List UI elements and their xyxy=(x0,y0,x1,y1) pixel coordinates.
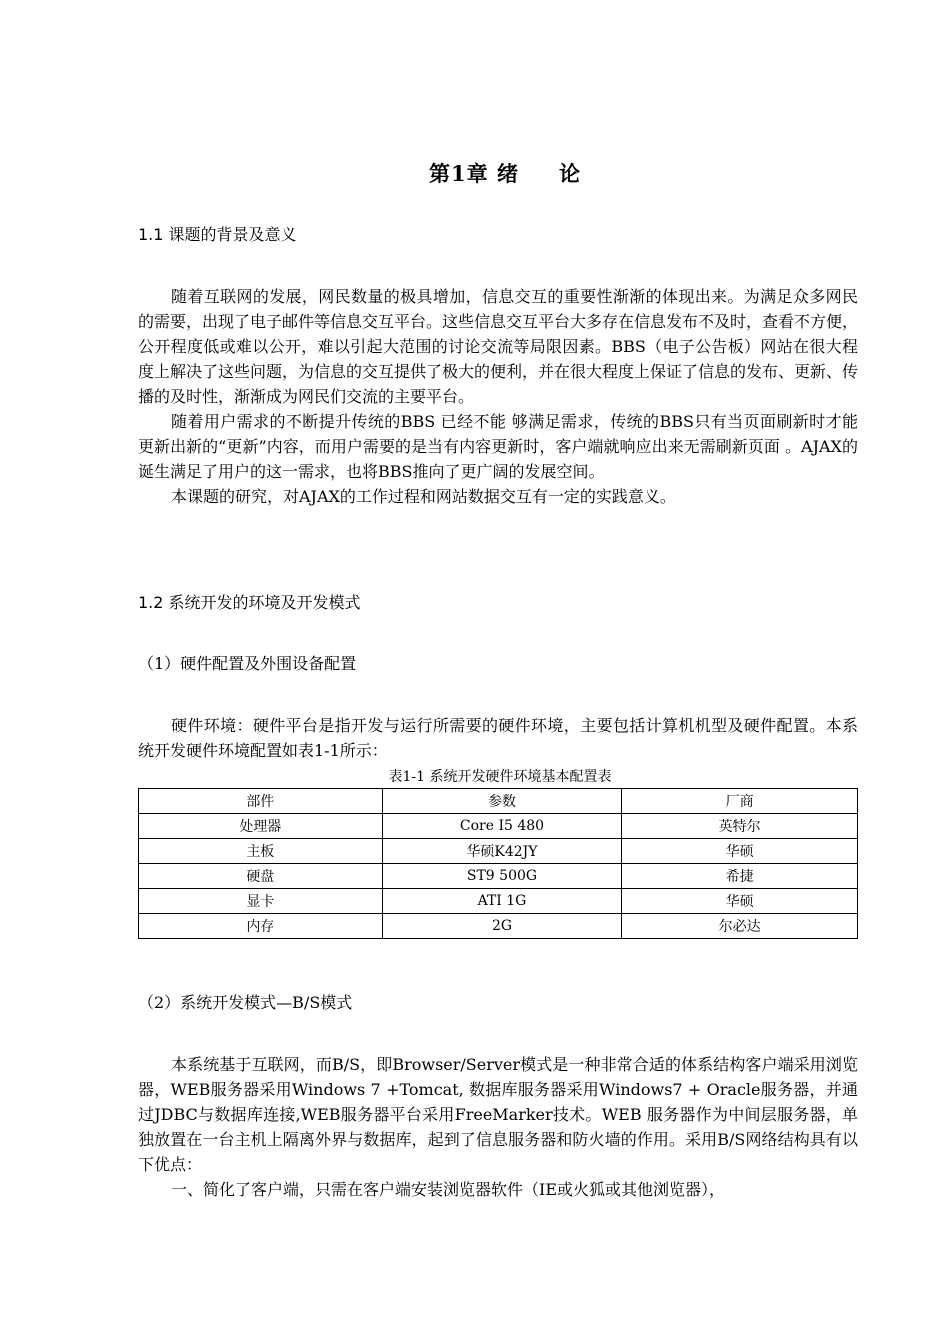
table-cell: 英特尔 xyxy=(622,814,858,839)
table-cell: 主板 xyxy=(139,839,383,864)
section-heading-1-1: 1.1 课题的背景及意义 xyxy=(138,225,297,244)
table-cell: ST9 500G xyxy=(382,864,622,889)
table-cell: 显卡 xyxy=(139,889,383,914)
table-header-cell: 部件 xyxy=(139,789,383,814)
paragraph: 本课题的研究，对AJAX的工作过程和网站数据交互有一定的实践意义。 xyxy=(171,487,676,506)
table-cell: 华硕 xyxy=(622,839,858,864)
table-cell: ATI 1G xyxy=(382,889,622,914)
hardware-config-table xyxy=(138,788,858,939)
table-cell: 处理器 xyxy=(139,814,383,839)
paragraph: 本系统基于互联网，而B/S，即Browser/Server模式是一种非常合适的体系结构客户端采用浏览器，WEB服务器采用Windows 7 +Tomcat, 数据库服务器采用Windows7 + Oracle服务器，并通过JDBC与数据库连接,WEB服务器平台采用FreeMarker技术。WEB 服务器作为中间层服务器，单独放置在一台主机上隔离外界与数据库，起到了信息服务器和防火墙的作用。采用B/S网络结构具有以下优点： xyxy=(138,1055,858,1174)
table-header-cell: 厂商 xyxy=(622,789,858,814)
chapter-title xyxy=(0,158,950,188)
section-1-1-body xyxy=(138,284,858,509)
sub-heading-bs-mode: （2）系统开发模式—B/S模式 xyxy=(138,993,353,1012)
table-header-row xyxy=(139,789,858,814)
table-cell: 硬盘 xyxy=(139,864,383,889)
table-row xyxy=(139,814,858,839)
table-cell: 希捷 xyxy=(622,864,858,889)
chapter-title-char-1: 绪 xyxy=(496,161,519,186)
hardware-paragraph: 硬件环境：硬件平台是指开发与运行所需要的硬件环境，主要包括计算机机型及硬件配置。本系统开发硬件环境配置如表1-1所示： xyxy=(138,716,858,760)
paragraph: 随着互联网的发展，网民数量的极具增加，信息交互的重要性渐渐的体现出来。为满足众多网民的需要，出现了电子邮件等信息交互平台。这些信息交互平台大多存在信息发布不及时，查看不方便，公开程度低或难以公开，难以引起大范围的讨论交流等局限因素。BBS（电子公告板）网站在很大程度上解决了这些问题，为信息的交互提供了极大的便利，并在很大程度上保证了信息的发布、更新、传播的及时性，渐渐成为网民们交流的主要平台。 xyxy=(138,287,859,406)
chapter-title-char-2: 论 xyxy=(558,161,581,186)
table-row xyxy=(139,864,858,889)
table-caption: 表1-1 系统开发硬件环境基本配置表 xyxy=(388,769,612,785)
section-heading-1-2: 1.2 系统开发的环境及开发模式 xyxy=(138,593,361,612)
chapter-number: 第1章 xyxy=(429,161,489,186)
table-cell: 华硕K42JY xyxy=(382,839,622,864)
table-cell: 尔必达 xyxy=(622,914,858,939)
paragraph: 一、简化了客户端，只需在客户端安装浏览器软件（IE或火狐或其他浏览器）， xyxy=(171,1180,726,1199)
table-header-cell: 参数 xyxy=(382,789,622,814)
table-row xyxy=(139,914,858,939)
sub-heading-hardware: （1）硬件配置及外围设备配置 xyxy=(138,654,357,673)
table-cell: 华硕 xyxy=(622,889,858,914)
table-cell: 内存 xyxy=(139,914,383,939)
paragraph: 随着用户需求的不断提升传统的BBS 已经不能 够满足需求，传统的BBS只有当页面刷新时才能更新出新的“更新”内容，而用户需要的是当有内容更新时，客户端就响应出来无需刷新页面 。AJAX的诞生满足了用户的这一需求，也将BBS推向了更广阔的发展空间。 xyxy=(138,412,858,481)
table-cell: Core I5 480 xyxy=(382,814,622,839)
table-row xyxy=(139,839,858,864)
table-cell: 2G xyxy=(382,914,622,939)
table-row xyxy=(139,889,858,914)
bs-mode-body xyxy=(138,1052,858,1202)
